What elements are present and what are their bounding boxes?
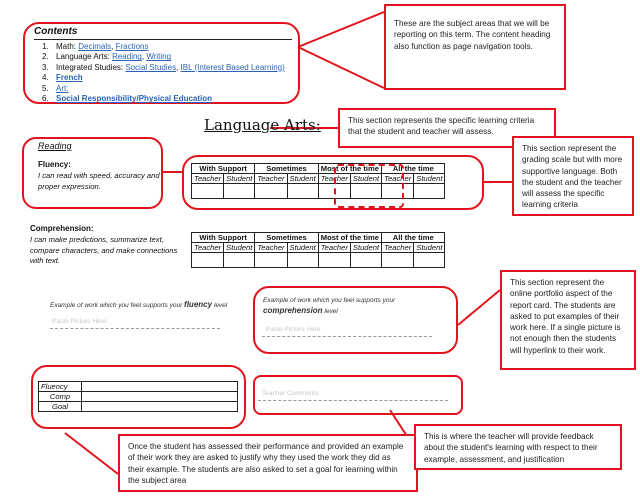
scale-level-4: All the time (382, 164, 445, 174)
scale-level-1: With Support (192, 164, 255, 174)
role-teacher: Teacher (318, 174, 350, 184)
grade-cell[interactable] (192, 253, 224, 268)
portfolio-fluency-prompt: Example of work which you feel supports your fluency level (50, 300, 228, 309)
link-art[interactable]: Art: (56, 83, 69, 93)
goals-row-fluency: Fluency (39, 382, 82, 392)
role-student: Student (414, 174, 445, 184)
link-ibl[interactable]: IBL (Interest Based Learning) (180, 62, 285, 72)
goals-entry[interactable] (82, 382, 238, 392)
callout-scale: This section represent the grading scale but with more supportive language. Both the student and the teacher will assess the specific learning criteria (512, 136, 634, 216)
fluency-description: I can read with speed, accuracy and proper expression. (38, 171, 160, 191)
scale-table-fluency (191, 163, 445, 199)
grade-cell[interactable] (192, 184, 224, 199)
link-reading[interactable]: Reading (112, 52, 142, 62)
role-student: Student (224, 243, 255, 253)
grade-cell[interactable] (224, 253, 255, 268)
contents-list (34, 42, 294, 104)
grade-cell[interactable] (414, 184, 445, 199)
grade-cell[interactable] (224, 184, 255, 199)
grade-cell[interactable] (287, 253, 318, 268)
link-french[interactable]: French (56, 73, 83, 83)
teacher-comments-underline (258, 400, 448, 401)
goals-entry[interactable] (82, 392, 238, 402)
scale-level-2: Sometimes (255, 164, 318, 174)
grade-cell[interactable] (382, 253, 414, 268)
link-fractions[interactable]: Fractions (115, 42, 149, 51)
comprehension-picture-placeholder[interactable]: Paste Picture Here (266, 326, 321, 333)
role-teacher: Teacher (192, 174, 224, 184)
link-social-responsibility[interactable]: Social Responsibility/Physical Education (56, 94, 213, 104)
role-student: Student (350, 243, 381, 253)
role-student: Student (287, 174, 318, 184)
callout-criteria: This section represents the specific learning criteria that the student and teacher will assess. (338, 108, 556, 148)
grade-cell[interactable] (255, 184, 287, 199)
scale-level-2: Sometimes (255, 233, 318, 243)
comprehension-picture-underline (262, 336, 432, 337)
role-student: Student (414, 243, 445, 253)
contents-item-integrated-studies: 3. Integrated Studies: Social Studies , IBL (Interest Based Learning) (42, 62, 285, 72)
fluency-title: Fluency: (38, 160, 71, 169)
role-student: Student (287, 243, 318, 253)
teacher-comments-placeholder[interactable]: Teacher Comments (262, 390, 319, 397)
goals-row-goal: Goal (39, 402, 82, 412)
contents-item-art: 5. Art: (42, 83, 69, 93)
link-social-studies[interactable]: Social Studies (125, 62, 177, 72)
role-student: Student (224, 174, 255, 184)
selected-grade-highlight (334, 164, 404, 208)
role-teacher: Teacher (192, 243, 224, 253)
scale-table-comprehension (191, 232, 445, 268)
role-student: Student (350, 174, 381, 184)
scale-level-4: All the time (382, 233, 445, 243)
goals-row-comp: Comp (39, 392, 82, 402)
comprehension-title: Comprehension: (30, 224, 94, 233)
section-heading: Language Arts: (204, 116, 321, 134)
contents-item-social-responsibility: 6. Social Responsibility/Physical Education (42, 94, 213, 104)
role-teacher: Teacher (255, 174, 287, 184)
fluency-picture-placeholder[interactable]: Paste Picture Here (52, 318, 107, 325)
link-decimals[interactable]: Decimals (78, 42, 112, 51)
callout-contents: These are the subject areas that we will be reporting on this term. The content heading also function as page navigation tools. (384, 4, 566, 90)
goals-table (38, 381, 238, 412)
role-teacher: Teacher (318, 243, 350, 253)
scale-level-3: Most of the time (318, 164, 381, 174)
contents-item-language-arts: 2. Language Arts: Reading , Writing (42, 52, 172, 62)
role-teacher: Teacher (255, 243, 287, 253)
grade-cell[interactable] (350, 253, 381, 268)
callout-goals: Once the student has assessed their performance and provided an example of their work they are asked to justify why they used the work they did as their example. The students are also asked to set a goal for learning within the subject area (118, 434, 418, 492)
role-teacher: Teacher (382, 243, 414, 253)
contents-section (34, 26, 294, 104)
grade-cell[interactable] (287, 184, 318, 199)
contents-item-french: 4. French (42, 73, 83, 83)
comprehension-description: I can make predictions, summarize text, compare characters, and make connections with text. (30, 235, 178, 265)
callout-portfolio: This section represent the online portfolio aspect of the report card. The students are asked to put examples of their work here. If a single picture is not enough then the students will hyperlink to their work. (500, 270, 636, 370)
grade-cell[interactable] (255, 253, 287, 268)
scale-level-1: With Support (192, 233, 255, 243)
fluency-picture-underline (50, 328, 220, 329)
role-teacher: Teacher (382, 174, 414, 184)
goals-entry[interactable] (82, 402, 238, 412)
link-writing[interactable]: Writing (146, 52, 172, 62)
reading-label: Reading (38, 141, 72, 151)
portfolio-comprehension-prompt: Example of work which you feel supports your comprehension level (263, 297, 396, 315)
scale-level-3: Most of the time (318, 233, 381, 243)
contents-title: Contents (34, 26, 78, 37)
callout-teacher: This is where the teacher will provide feedback about the student's learning with respect to their example, assessment, and justification (414, 424, 622, 470)
contents-item-math: 1. Math: Decimals , Fractions (42, 42, 149, 51)
grade-cell[interactable] (414, 253, 445, 268)
grade-cell[interactable] (318, 253, 350, 268)
